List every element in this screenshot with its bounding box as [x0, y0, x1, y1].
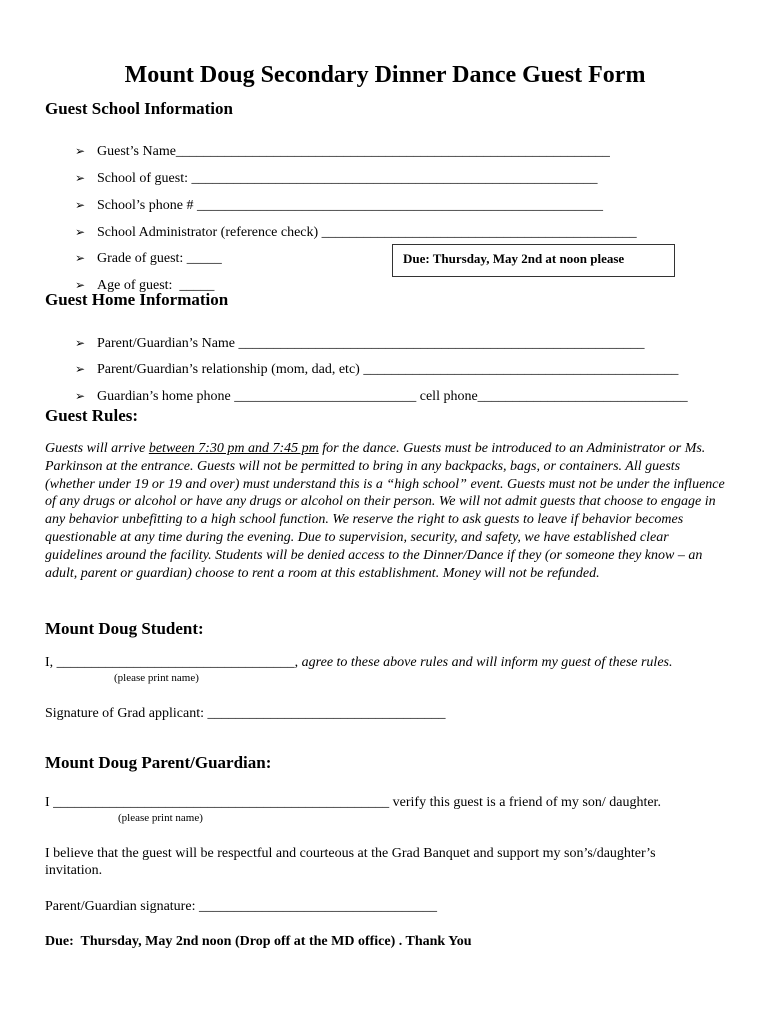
grad-applicant-signature-field[interactable]: Signature of Grad applicant: __________________________________ [45, 706, 446, 721]
arrow-bullet-icon: ➢ [75, 144, 86, 158]
rules-paragraph: Guests will arrive between 7:30 pm and 7:45 pm for the dance. Guests must be introduced to an Administrator or Ms. Parkinson at the entrance. Guests will not be permitted to bring in any backpacks, bags, or containers. All guests (whether under 19 or 19 and over) must understand this is a “high school” event. Guests must not be under the influence of any drugs or alcohol or have any drugs or alcohol on their person. We will not admit guests that choose to engage in any behavior unbefitting to a high school function. We reserve the right to ask guests to leave if behavior becomes questionable at any time during the evening. Due to supervision, security, and safety, we have established clear guidelines around the facility. Students will be denied access to the Dinner/Dance if they (or someone they know – an adult, parent or guardian) choose to rent a room at this establishment. Money will not be refunded. [45, 441, 725, 581]
arrow-bullet-icon: ➢ [75, 336, 86, 350]
arrow-bullet-icon: ➢ [75, 171, 86, 185]
print-name-hint: (please print name) [118, 812, 203, 824]
arrow-bullet-icon: ➢ [75, 389, 86, 403]
print-name-hint: (please print name) [114, 672, 199, 684]
field-guardian-phones[interactable]: ➢ Guardian’s home phone __________________________ cell phone______________________________ [75, 389, 688, 404]
section-heading-guest-school: Guest School Information [45, 99, 233, 118]
section-heading-guest-rules: Guest Rules: [45, 406, 139, 425]
student-agreement-line[interactable]: I, __________________________________, agree to these above rules and will inform my guest of these rules. [45, 655, 673, 670]
parent-guardian-signature-field[interactable]: Parent/Guardian signature: __________________________________ [45, 899, 437, 914]
field-school-administrator[interactable]: ➢ School Administrator (reference check) _____________________________________________ [75, 225, 637, 240]
parent-belief-statement-line1: I believe that the guest will be respectful and courteous at the Grad Banquet and support my son’s/daughter’s [45, 846, 656, 861]
arrow-bullet-icon: ➢ [75, 225, 86, 239]
field-parent-guardian-relationship[interactable]: ➢ Parent/Guardian’s relationship (mom, dad, etc) _____________________________________________ [75, 362, 679, 377]
section-heading-guest-home: Guest Home Information [45, 290, 229, 309]
arrival-time-underlined: between 7:30 pm and 7:45 pm [148, 441, 319, 456]
page-title: Mount Doug Secondary Dinner Dance Guest Form [124, 62, 646, 88]
footer-due-notice: Due: Thursday, May 2nd noon (Drop off at the MD office) . Thank You [45, 934, 472, 949]
field-guest-name[interactable]: ➢ Guest’s Name______________________________________________________________ [75, 144, 610, 159]
field-age-of-guest[interactable]: ➢ Age of guest: _____ [75, 278, 215, 293]
arrow-bullet-icon: ➢ [75, 251, 86, 265]
arrow-bullet-icon: ➢ [75, 198, 86, 212]
section-heading-parent: Mount Doug Parent/Guardian: [45, 753, 272, 772]
field-school-phone[interactable]: ➢ School’s phone # __________________________________________________________ [75, 198, 603, 213]
parent-verify-line[interactable]: I ________________________________________________ verify this guest is a friend of my son/ daughter. [45, 795, 661, 810]
parent-belief-statement-line2: invitation. [45, 863, 103, 878]
section-heading-student: Mount Doug Student: [45, 619, 204, 638]
field-grade-of-guest[interactable]: ➢ Grade of guest: _____ [75, 251, 222, 266]
arrow-bullet-icon: ➢ [75, 278, 86, 292]
due-date-box: Due: Thursday, May 2nd at noon please [392, 244, 675, 277]
field-school-of-guest[interactable]: ➢ School of guest: __________________________________________________________ [75, 171, 598, 186]
field-parent-guardian-name[interactable]: ➢ Parent/Guardian’s Name __________________________________________________________ [75, 336, 645, 351]
arrow-bullet-icon: ➢ [75, 362, 86, 376]
